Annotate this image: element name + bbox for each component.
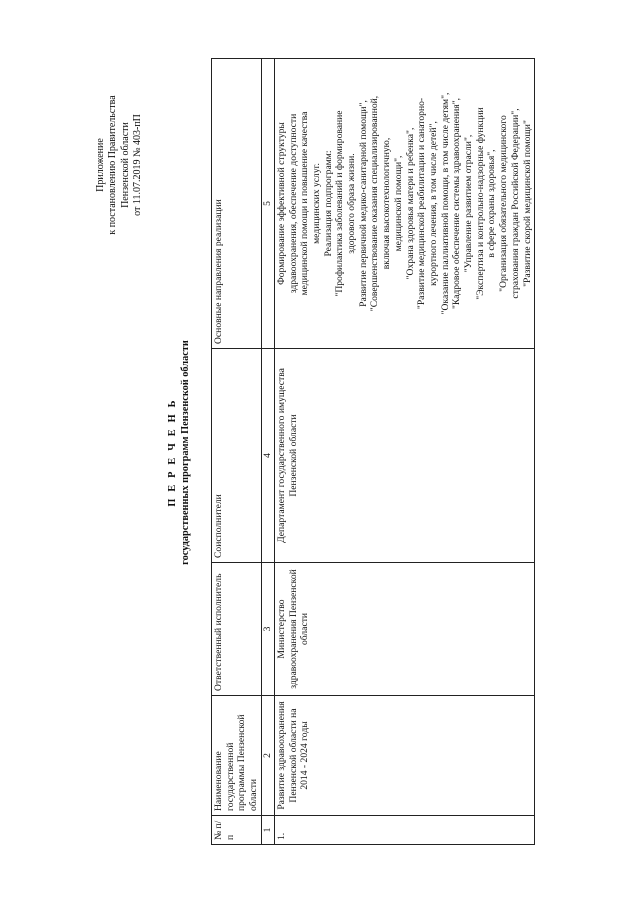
direction-line: медицинской помощи и повышение качества (299, 111, 311, 296)
title-line-1: П Е Р Е Ч Е Н Ь (167, 398, 178, 507)
column-number: 1 (261, 816, 274, 845)
col-header-directions: Основные направления реализации (212, 59, 262, 349)
appendix-line: Приложение (95, 138, 106, 192)
direction-line: Реализация подпрограмм: (322, 150, 334, 257)
direction-line: "Профилактика заболеваний и формирование (334, 110, 346, 297)
column-number: 4 (261, 349, 274, 563)
col-header-co-executors: Соисполнители (212, 349, 262, 563)
direction-line: "Оказание паллиативной помощи, в том числе детям", (439, 92, 451, 315)
document-title (167, 0, 192, 905)
direction-line: в сфере охраны здоровья", (486, 149, 498, 258)
column-number: 2 (261, 696, 274, 816)
appendix-line: Пензенской области (119, 122, 131, 208)
direction-line: "Управление развитием отрасли", (463, 134, 475, 273)
direction-line: "Экспертиза и контрольно-надзорные функции (474, 107, 486, 300)
program-name: Развитие здравоохранения Пензенской области на 2014 - 2024 годы (274, 696, 534, 816)
direction-line: "Развитие скорой медицинской помощи" (521, 120, 533, 287)
table-header-row (212, 59, 262, 845)
co-executors: Департамент государственного имущества Пензенской области (274, 349, 534, 563)
direction-line: здравоохранения, обеспечение доступности (287, 113, 299, 294)
direction-line: "Развитие медицинской реабилитации и санаторно- (416, 97, 428, 310)
col-header-program: Наименование государственной программы Пензенской области (212, 696, 262, 816)
direction-line: "Совершенствование оказания специализированной, (369, 95, 381, 312)
programs-table (211, 58, 535, 845)
direction-line: Формирование эффективной структуры (275, 122, 287, 285)
appendix-note (95, 60, 145, 270)
row-number: 1. (274, 816, 534, 845)
direction-line: медицинских услуг. (310, 163, 322, 244)
column-number: 3 (261, 563, 274, 696)
appendix-line: к постановлению Правительства (107, 95, 119, 235)
responsible-executor: Министерство здравоохранения Пензенской области (274, 563, 534, 696)
direction-line: "Охрана здоровья матери и ребенка", (404, 127, 416, 280)
direction-line: медицинской помощи", (392, 155, 404, 252)
direction-line: "Кадровое обеспечение системы здравоохранения", (451, 97, 463, 310)
direction-line: курортного лечения, в том числе детей", (427, 121, 439, 286)
appendix-line: от 11.07.2019 № 403-пП (132, 114, 144, 216)
title-line-2: государственных программ Пензенской области (179, 340, 191, 565)
direction-line: включая высокотехнологичную, (381, 137, 393, 270)
col-header-num: № п/п (212, 816, 262, 845)
direction-line: "Организация обязательного медицинского (498, 115, 510, 292)
column-number: 5 (261, 59, 274, 349)
direction-line: страхования граждан Российской Федерации", (509, 108, 521, 299)
direction-line: Развитие первичной медико-санитарной помощи", (357, 100, 369, 307)
direction-line: здорового образа жизни. (346, 153, 358, 254)
implementation-directions (274, 59, 534, 349)
col-header-responsible: Ответственный исполнитель (212, 563, 262, 696)
table-row (274, 59, 534, 845)
column-number-row (261, 59, 274, 845)
